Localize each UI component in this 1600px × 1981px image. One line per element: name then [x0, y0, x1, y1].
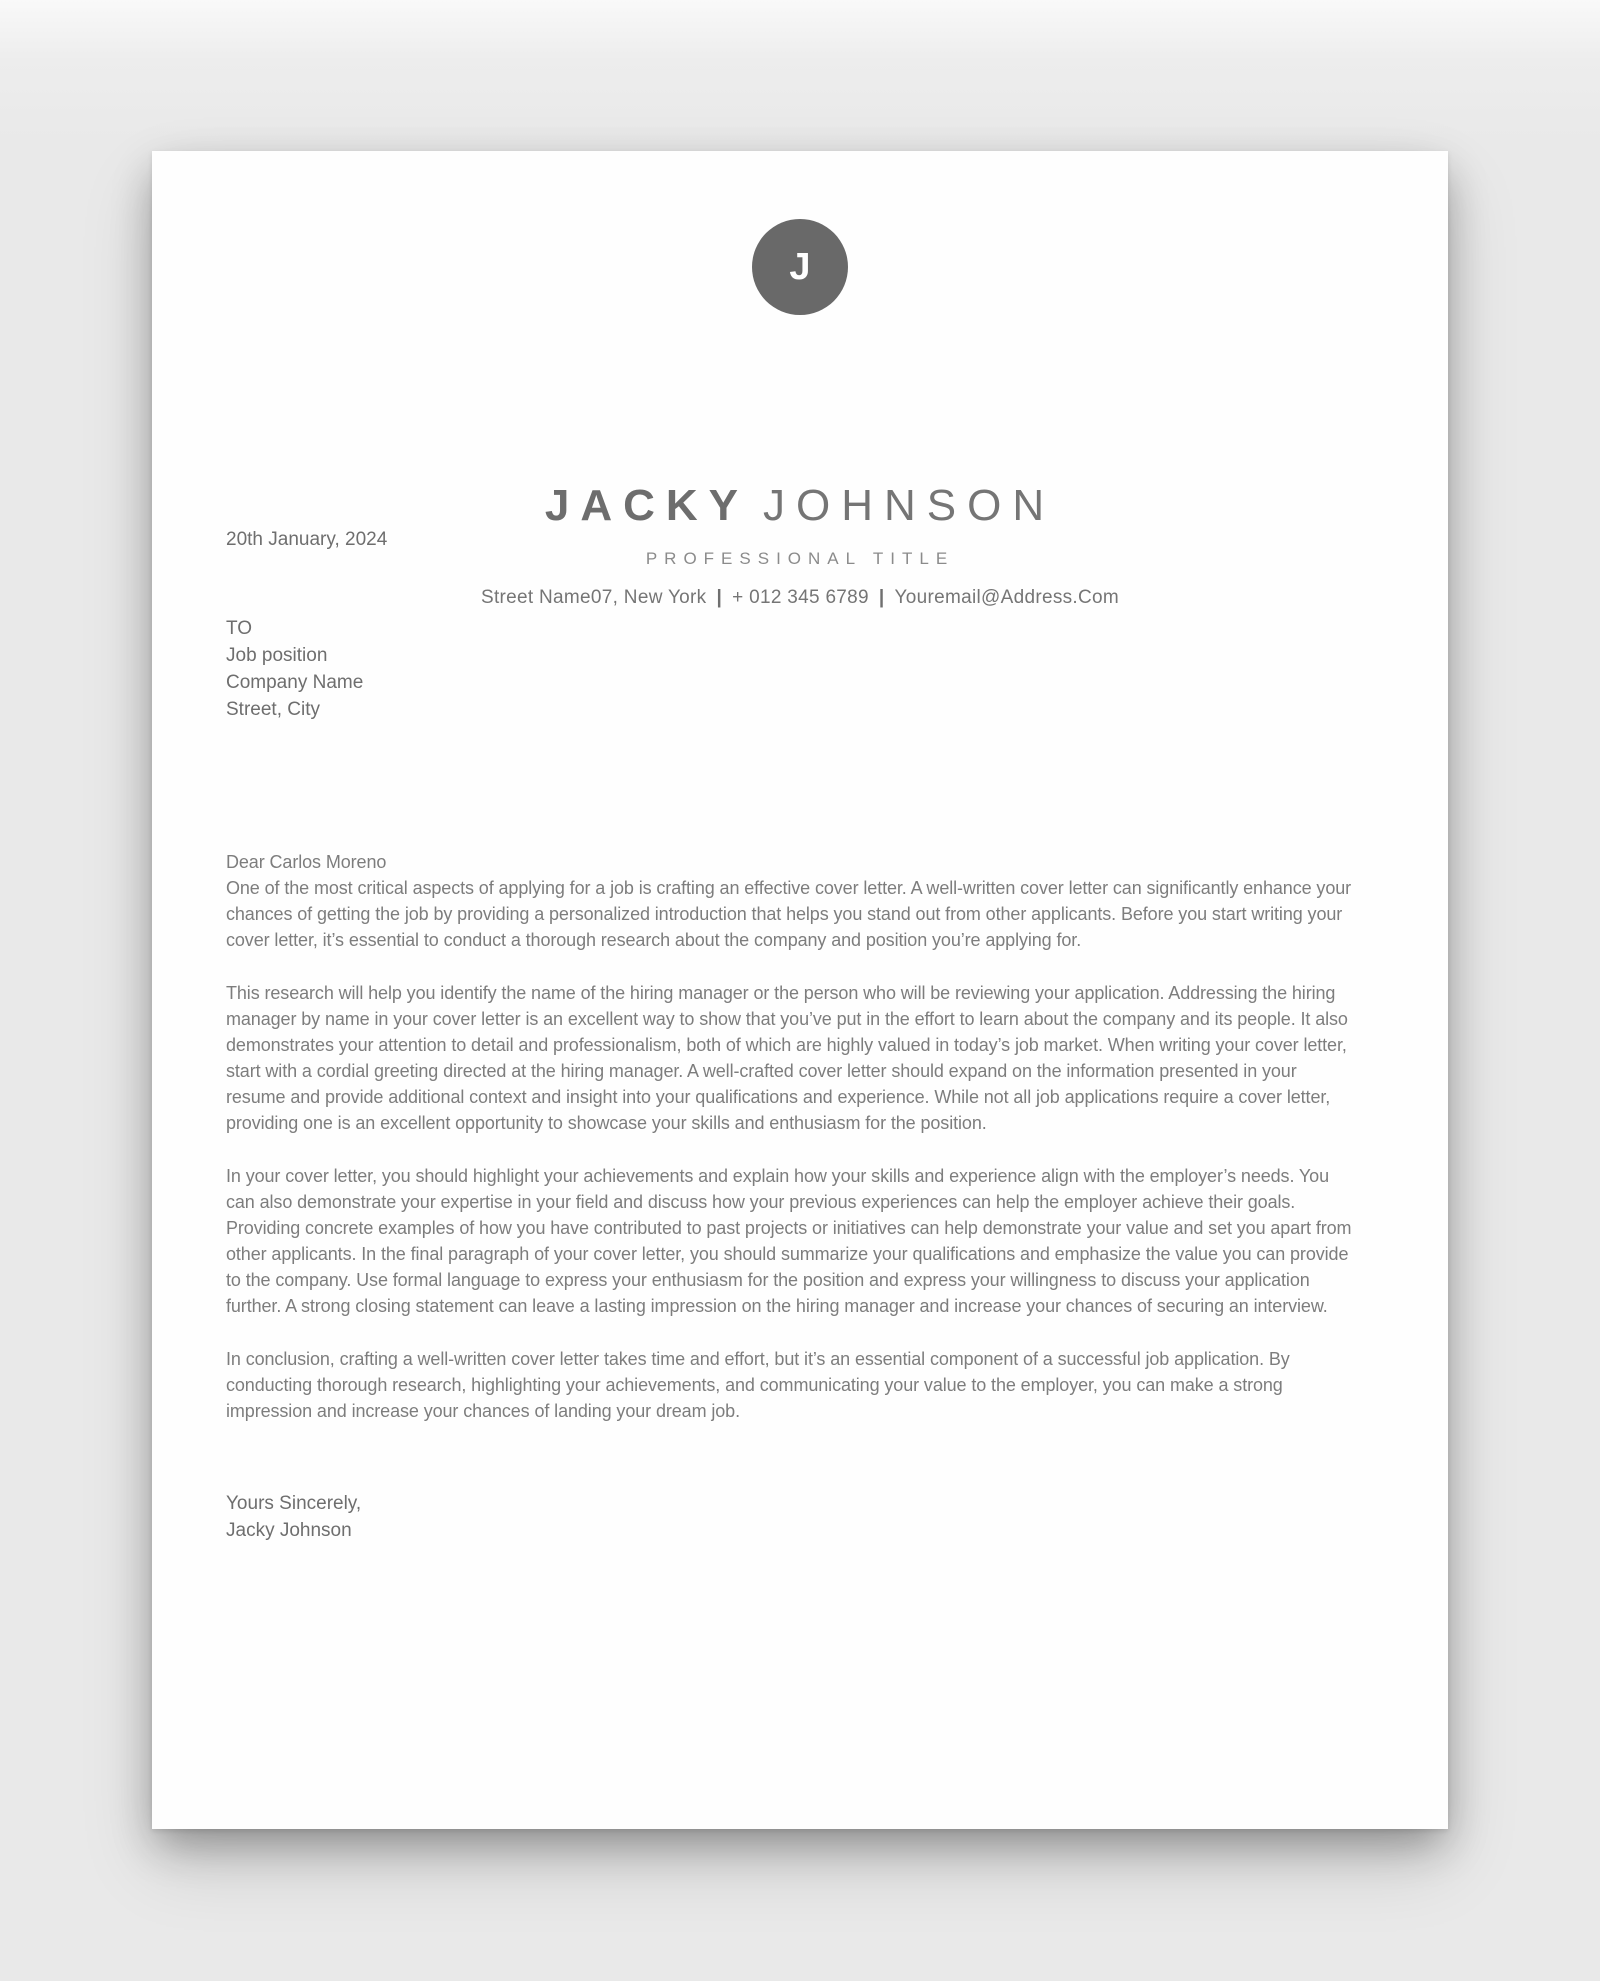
letter-body	[226, 849, 1358, 1424]
monogram-badge	[752, 219, 848, 315]
full-name	[152, 481, 1448, 531]
signature-block	[226, 1490, 1358, 1544]
closing: Yours Sincerely,	[226, 1493, 362, 1514]
paragraph-4: In conclusion, crafting a well-written cover letter takes time and effort, but it’s an essential component of a successful job application. By conducting thorough research, highlighting your achievements, and communicating your value to the employer, you can make a strong impression and increase your chances of landing your dream job.	[226, 1349, 1290, 1421]
salutation: Dear Carlos Moreno	[226, 852, 387, 872]
recipient-job-position: Job position	[226, 645, 328, 666]
contact-separator: |	[878, 587, 885, 608]
contact-address: Street Name07, New York	[480, 587, 707, 608]
letter-date: 20th January, 2024	[226, 529, 388, 550]
professional-title: PROFESSIONAL TITLE	[645, 549, 955, 568]
letter-page	[152, 151, 1448, 1829]
last-name: JOHNSON	[763, 481, 1056, 530]
paragraph-3: In your cover letter, you should highlight your achievements and explain how your skills and experience align with the employer’s needs. You can also demonstrate your expertise in your field and discuss how your previous experiences can help the employer achieve their goals. Providing concrete examples of how you have contributed to past projects or initiatives can help demonstrate your value and set you apart from other applicants. In the final paragraph of your cover letter, you should summarize your qualifications and emphasize the value you can provide to the company. Use formal language to express your enthusiasm for the position and express your willingness to discuss your application further. A strong closing statement can leave a lasting impression on the hiring manager and increase your chances of securing an interview.	[226, 1166, 1352, 1316]
contact-phone: + 012 345 6789	[732, 587, 869, 608]
paragraph-2: This research will help you identify the name of the hiring manager or the person who will be reviewing your application. Addressing the hiring manager by name in your cover letter is an excellent way to show that you’ve put in the effort to learn about the company and its people. It also demonstrates your attention to detail and professionalism, both of which are highly valued in today’s job market. When writing your cover letter, start with a cordial greeting directed at the hiring manager. A well-crafted cover letter should expand on the information presented in your resume and provide additional context and insight into your qualifications and experience. While not all job applications require a cover letter, providing one is an excellent opportunity to showcase your skills and enthusiasm for the position.	[226, 983, 1348, 1133]
signature-name: Jacky Johnson	[226, 1520, 352, 1541]
letter-content	[226, 527, 1358, 1544]
contact-email: Youremail@Address.Com	[894, 587, 1120, 608]
recipient-block	[226, 615, 1358, 723]
recipient-company-name: Company Name	[226, 672, 364, 693]
monogram-letter: J	[789, 245, 811, 288]
first-name: JACKY	[544, 481, 750, 530]
contact-separator: |	[716, 587, 723, 608]
paragraph-1-text: One of the most critical aspects of applying for a job is crafting an effective cover letter. A well-written cover letter can significantly enhance your chances of getting the job by providing a personalized introduction that helps you stand out from other applicants. Before you start writing your cover letter, it’s essential to conduct a thorough research about the company and position you’re applying for.	[226, 878, 1352, 950]
to-label: TO	[226, 618, 253, 639]
recipient-street-city: Street, City	[226, 699, 320, 720]
paragraph-1	[226, 849, 1358, 953]
